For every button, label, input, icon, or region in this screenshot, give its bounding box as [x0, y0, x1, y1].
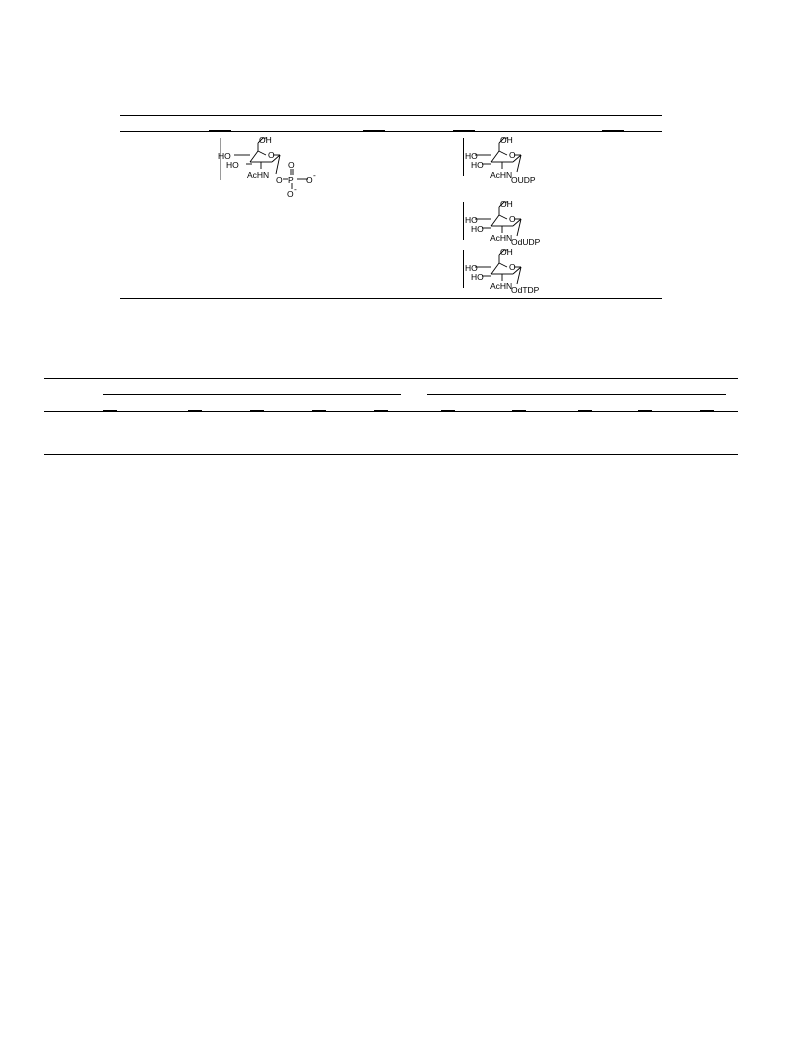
phosphorus-label: P: [288, 175, 294, 185]
phosphate-oxo-label: O: [288, 160, 295, 170]
dtdp-sugar-structure: [463, 246, 563, 298]
sugar-phosphate-structure: [218, 134, 323, 202]
charge-label: -: [294, 184, 297, 194]
nucleotide-label: OdTDP: [511, 285, 540, 295]
table2-header-stub: [578, 410, 592, 411]
achn-label: AcHN: [490, 233, 513, 243]
ring-oxygen-label: O: [268, 150, 275, 160]
ho-label: HO: [465, 151, 478, 161]
table2-group-rule-left: [103, 394, 401, 395]
ho-label: HO: [218, 151, 231, 161]
charge-label: -: [313, 170, 316, 180]
table2-header-rule: [44, 411, 738, 412]
table2-header-stub: [103, 410, 117, 411]
table1-top-rule: [120, 115, 662, 116]
oh-label: OH: [500, 135, 513, 145]
table2-header-stub: [250, 410, 264, 411]
ho-label: HO: [471, 224, 484, 234]
ring-oxygen-label: O: [509, 214, 516, 224]
table1-header-stub: [602, 130, 624, 131]
dudp-sugar-structure: [463, 198, 563, 250]
table2-header-stub: [188, 410, 202, 411]
ho-label: HO: [471, 272, 484, 282]
link-oxygen-label: O: [276, 175, 283, 185]
oh-label: OH: [259, 135, 272, 145]
achn-label: AcHN: [490, 281, 513, 291]
table2-header-stub: [512, 410, 526, 411]
achn-label: AcHN: [247, 170, 270, 180]
achn-label: AcHN: [490, 170, 513, 180]
ring-oxygen-label: O: [509, 150, 516, 160]
table2-header-stub: [441, 410, 455, 411]
ho-label: HO: [471, 160, 484, 170]
ho-label: HO: [226, 160, 239, 170]
phosphate-oxygen-label: O: [287, 189, 294, 199]
table1-header-stub: [453, 130, 475, 131]
table2-header-stub: [374, 410, 388, 411]
table1-header-rule: [120, 131, 662, 132]
ho-label: HO: [465, 215, 478, 225]
udp-sugar-structure: [463, 134, 563, 186]
table2-group-rule-right: [427, 394, 726, 395]
nucleotide-label: OUDP: [511, 175, 536, 185]
oh-label: OH: [500, 199, 513, 209]
table2-top-rule: [44, 378, 738, 379]
table1-header-stub: [363, 130, 385, 131]
table2-header-stub: [700, 410, 714, 411]
nucleotide-label: OdUDP: [511, 237, 541, 247]
phosphate-oxygen-label: O: [306, 175, 313, 185]
oh-label: OH: [500, 247, 513, 257]
table2-header-stub: [638, 410, 652, 411]
table1-bottom-rule: [120, 298, 662, 299]
table1-header-stub: [209, 130, 231, 131]
ho-label: HO: [465, 263, 478, 273]
table2-bottom-rule: [44, 454, 738, 455]
table2-header-stub: [312, 410, 326, 411]
ring-oxygen-label: O: [509, 262, 516, 272]
